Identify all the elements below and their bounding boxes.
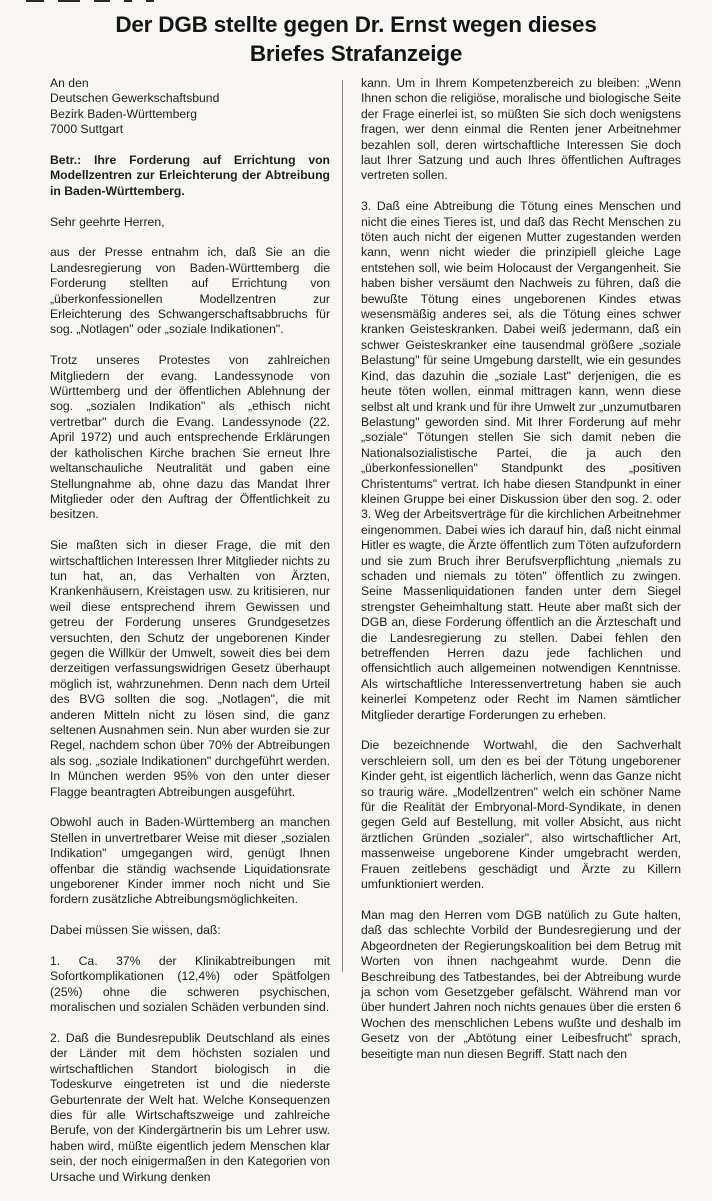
headline: [0, 10, 712, 68]
recipient-address: [50, 76, 330, 138]
paragraph: 1. Ca. 37% der Klinikabtreibungen mit Sofortkomplikationen (12,4%) oder Spätfolgen (25%) ohne die schweren psychischen, moralischen und sozialen Schäden verbunden sind.: [50, 954, 330, 1015]
address-line: 7000 Suttgart: [50, 122, 124, 137]
letter-column-left: [50, 76, 330, 1201]
paragraph: Dabei müssen Sie wissen, daß:: [50, 923, 221, 938]
address-line: Bezirk Baden-Württemberg: [50, 106, 197, 121]
paragraph: 3. Daß eine Abtreibung die Tötung eines Menschen und nicht die eines Tieres ist, und daß das Recht Menschen zu töten auch nicht der eigenen Mutter zugestanden werden kann, wenn nicht wieder die prinzipiell gleiche Lage entstehen soll, wie beim Holocaust der Vergangenheit. Sie haben bisher versäumt den Nachweis zu führen, daß die bewußte Tötung eines ungeborenen Kindes etwas wesensmäßig anderes sei, als die Tötung eines schwer kranken Geisteskranken. Dabei weiß jedermann, daß ein schwer Geisteskranker eine tausendmal größere „soziale Belastung" für seine Umgebung darstellt, wie ein gesundes Kind, das dazuhin die „soziale Last" derjenigen, die es heute töten wollen, einmal mittragen kann, wenn diese selbst alt und krank und für ihre Umwelt zur „unzumutbaren Belastung" geworden sind. Mit Ihrer Forderung auf mehr „soziale" Tötungen stellen Sie sich damit neben die Nationalsozialistische Partei, die ja auch den „überkonfessionellen" Standpunkt des „positiven Christentums" vertrat. Ich habe diesen Standpunkt in einer kleinen Gruppe bei einer Diskussion über den sog. 2. oder 3. Weg der Arbeitsverträge für die kirchlichen Arbeitnehmer eingenommen. Dabei wies ich darauf hin, daß nicht einmal Hitler es wagte, die Ärzte öffentlich zum Töten aufzufordern und sie zum Bruch ihrer Berufsverpflichtung „niemals zu schaden und niemals zu töten" öffentlich zu zwingen. Seine Massenliquidationen fanden unter dem Siegel strengster Geheimhaltung statt. Heute aber maßt sich der DGB an, diese Forderung öffentlich an die Ärzteschaft und die Landesregierung zu stellen. Dabei fehlen den betreffenden Herren dazu jede fachlichen und offensichtlich auch allgemeinen notwendigen Kenntnisse. Als wirtschaftliche Interessenvertretung haben sie auch keinerlei Kompetenz oder Recht im Namen sämtlicher Mitglieder derartige Forderungen zu erheben.: [361, 199, 681, 722]
cut-off-header-fragment: [26, 0, 226, 4]
salutation: Sehr geehrte Herren,: [50, 214, 165, 229]
paragraph: Man mag den Herren vom DGB natülich zu Gute halten, daß das schlechte Vorbild der Bundesregierung und der Abgeordneten der Regierungskoalition bei dem Betrug mit Worten von ihnen nachgeahmt wurde. Denn die Beschreibung des Tatbestandes, bei der Abtreibung wurde ja schon vom Gesetzgeber gefälscht. Während man vor über hundert Jahren noch nichts genaues über die ersten 6 Wochen des menschlichen Lebens wußte und deshalb im Gesetz von der „Abtötung einer Leibesfrucht" sprach, beseitigte man nun diesen Begriff. Statt nach den: [361, 907, 681, 1061]
paragraph: Sie maßten sich in dieser Frage, die mit den wirtschaftlichen Interessen Ihrer Mitglieder nichts zu tun hat, an, das Verhalten von Ärzten, Krankenhäusern, Kreistagen usw. zu kritisieren, nur weil diese entsprechend ihrem Gewissen und getreu der Forderung unseres Grundgesetzes versuchten, den Schutz der ungeborenen Kinder gegen die Willkür der Umwelt, soweit dies bei dem derzeitigen verfassungswidrigen Gesetz überhaupt möglich ist, wahrzunehmen. Denn nach dem Urteil des BVG sollten die sog. „Notlagen", die mit anderen Mitteln nicht zu lösen sind, die ganz seltenen Ausnahmen sein. Nun aber wurden sie zur Regel, nachdem schon über 70% der Abtreibungen als sog. „soziale Indikationen" durchgeführt werden. In München werden 95% von den unter dieser Flagge beantragten Abtreibungen ausgeführt.: [50, 538, 330, 799]
paragraph: Die bezeichnende Wortwahl, die den Sachverhalt verschleiern soll, um den es bei der Tötung ungeborener Kinder geht, ist eigentlich lächerlich, wenn das Ganze nicht so traurig wäre. „Modellzentren" welch ein schöner Name für die Realität der Embryonal-Mord-Syndikate, in denen gegen Geld auf Bestellung, mit voller Absicht, aus nicht ärztlichen Gründen „sozialer", also wirtschaftlicher Art, massenweise ungeborene Kinder umgebracht werden, Frauen zeitlebens geschädigt und Ärzte zu Killern umfunktioniert werden.: [361, 738, 681, 892]
paragraph: 2. Daß die Bundesrepublik Deutschland als eines der Länder mit dem höchsten sozialen und wirtschaftlichen Standort biologisch in die Todeskurve eingetreten ist und die niederste Geburtenrate der Welt hat. Welche Konsequenzen dies für alle Wirtschaftszweige und zahlreiche Berufe, von der Kindergärtnerin bis um Lehrer usw. haben wird, müßte eigentlich jedem Menschen klar sein, der noch einigermaßen in den Kategorien von Ursache und Wirkung denken: [50, 1031, 330, 1184]
address-line: An den: [50, 76, 89, 90]
paragraph: aus der Presse entnahm ich, daß Sie an die Landesregierung von Baden-Württemberg die Forderung stellten auf Errichtung von „überkonfessionellen Modellzentren zur Erleichterung des Schwangerschaftsabbruchs für sog. „Notlagen" oder „soziale Indikationen".: [50, 245, 330, 337]
paragraph: Obwohl auch in Baden-Württemberg an manchen Stellen in unvertretbarer Weise mit dieser „sozialen Indikation" umgegangen wird, genügt Ihnen offenbar die ständig wachsende Liquidationsrate ungeborener Kinder immer noch nicht und Sie fordern zusätzliche Abtreibungsmöglichkeiten.: [50, 815, 330, 907]
column-divider: [342, 80, 343, 972]
headline-line-1: Der DGB stellte gegen Dr. Ernst wegen dieses: [115, 12, 597, 37]
paragraph: kann. Um in Ihrem Kompetenzbereich zu bleiben: „Wenn Ihnen schon die religiöse, moralische und biologische Seite der Frage einerlei ist, so müßten Sie sich doch wenigstens fragen, wer denn einmal die Renten jener Arbeitnehmer bezahlen soll, deren wirtschaftliche Interessen Sie doch laut Ihrer Satzung und auch Ihres öffentlichen Auftrages vertreten sollen.: [361, 76, 681, 183]
address-line: Deutschen Gewerkschaftsbund: [50, 91, 220, 106]
subject-line: Betr.: Ihre Forderung auf Errichtung von Modellzentren zur Erleichterung der Abtreibung in Baden-Württemberg.: [50, 153, 330, 198]
letter-column-right: [361, 76, 681, 1077]
paragraph: Trotz unseres Protestes von zahlreichen Mitgliedern der evang. Landessynode von Württemberg und der öffentlichen Ablehnung der sog. „sozialen Indikation" als „ethisch nicht vertretbar" durch die Evang. Landessynode (22. April 1972) und auch entsprechende Erklärungen der katholischen Kirche brachen Sie erneut Ihre weltanschauliche Neutralität und gaben eine Stellungnahme ab, ohne dazu das Mandat Ihrer Mitglieder oder den Auftrag der Öffentlichkeit zu besitzen.: [50, 353, 330, 522]
headline-line-2: Briefes Strafanzeige: [249, 41, 463, 66]
